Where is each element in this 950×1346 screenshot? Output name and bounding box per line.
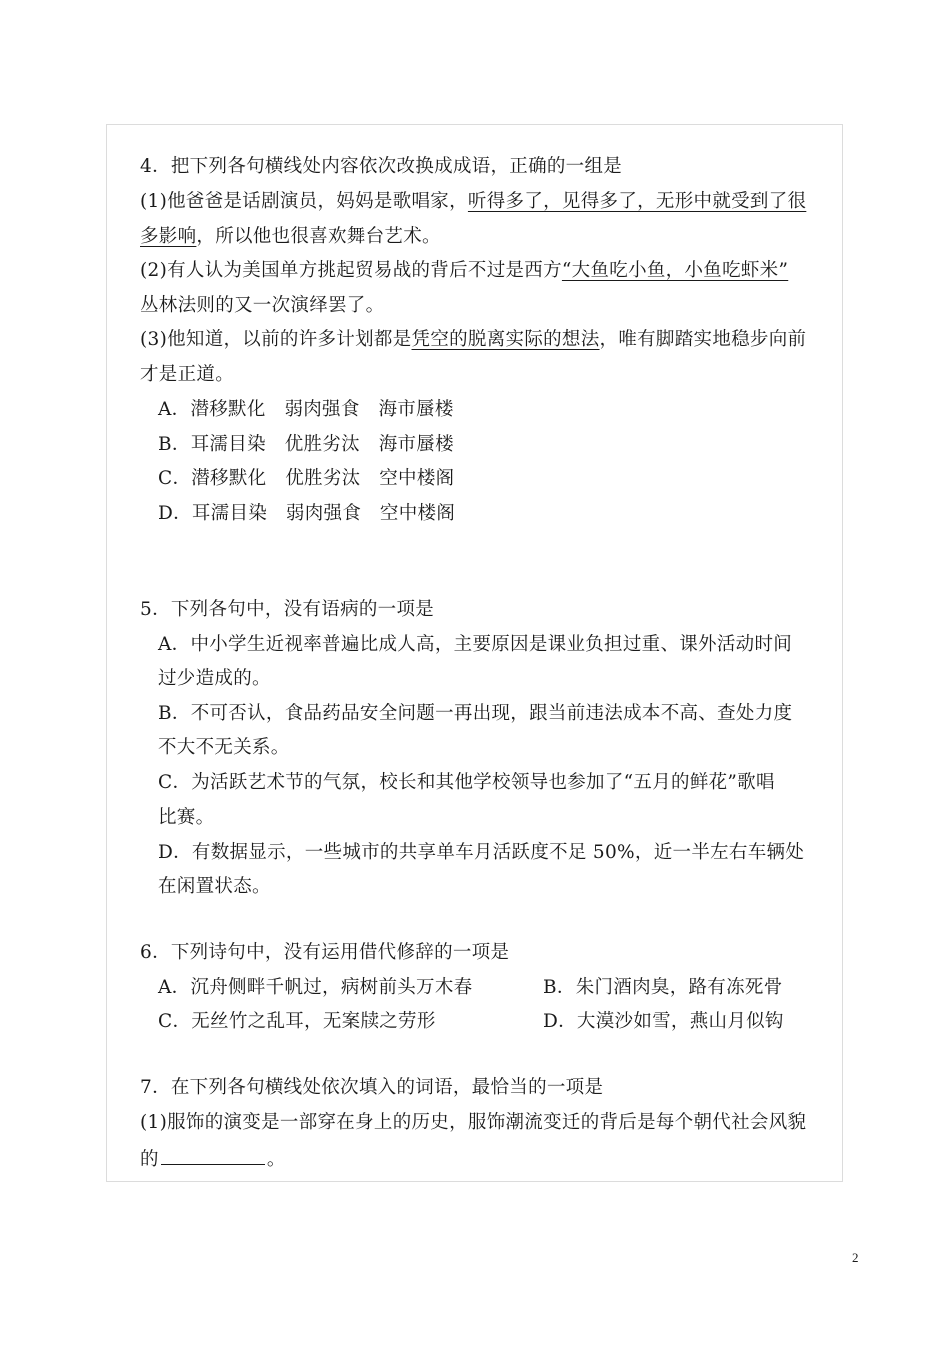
q5-option-d-cont: 在闲置状态。 xyxy=(158,876,271,897)
q4-option-c: C．潜移默化 优胜劣汰 空中楼阁 xyxy=(158,468,455,489)
q4-sentence-1-cont: 多影响，所以他也很喜欢舞台艺术。 xyxy=(140,226,441,247)
q7-sentence-1: (1)服饰的演变是一部穿在身上的历史，服饰潮流变迁的背后是每个朝代社会风貌 xyxy=(140,1112,807,1133)
q4-option-b: B．耳濡目染 优胜劣汰 海市蜃楼 xyxy=(158,434,454,455)
q4-sentence-3-cont: 才是正道。 xyxy=(140,364,235,385)
q5-option-c: C．为活跃艺术节的气氛，校长和其他学校领导也参加了“五月的鲜花”歌唱 xyxy=(158,772,775,793)
q5-option-c-cont: 比赛。 xyxy=(158,807,215,828)
q5-option-b: B．不可否认，食品药品安全问题一再出现，跟当前违法成本不高、查处力度 xyxy=(158,703,793,724)
answer-blank[interactable] xyxy=(161,1146,265,1165)
q6-option-c: C．无丝竹之乱耳，无案牍之劳形 xyxy=(158,1011,436,1032)
q6-option-b: B．朱门酒肉臭，路有冻死骨 xyxy=(543,977,783,998)
page-number: 2 xyxy=(852,1250,859,1265)
q5-option-a-cont: 过少造成的。 xyxy=(158,668,271,689)
q4-option-a: A．潜移默化 弱肉强食 海市蜃楼 xyxy=(158,399,454,420)
q5-option-d: D．有数据显示，一些城市的共享单车月活跃度不足 50%，近一半左右车辆处 xyxy=(158,842,805,863)
q4-option-d: D．耳濡目染 弱肉强食 空中楼阁 xyxy=(158,503,456,524)
q5-option-a: A．中小学生近视率普遍比成人高，主要原因是课业负担过重、课外活动时间 xyxy=(158,634,793,655)
q5-option-b-cont: 不大不无关系。 xyxy=(158,737,290,758)
q4-stem: 4．把下列各句横线处内容依次改换成成语，正确的一组是 xyxy=(140,156,623,177)
q6-stem: 6．下列诗句中，没有运用借代修辞的一项是 xyxy=(140,942,510,963)
q5-stem: 5．下列各句中，没有语病的一项是 xyxy=(140,599,435,620)
q6-option-d: D．大漠沙如雪，燕山月似钩 xyxy=(543,1011,784,1032)
q6-option-a: A．沉舟侧畔千帆过，病树前头万木春 xyxy=(158,977,473,998)
q4-sentence-2-cont: 丛林法则的又一次演绎罢了。 xyxy=(140,295,385,316)
q7-stem: 7．在下列各句横线处依次填入的词语，最恰当的一项是 xyxy=(140,1077,604,1098)
q4-sentence-1: (1)他爸爸是话剧演员，妈妈是歌唱家，听得多了，见得多了，无形中就受到了很 xyxy=(140,191,807,212)
q4-sentence-2: (2)有人认为美国单方挑起贸易战的背后不过是西方“大鱼吃小鱼，小鱼吃虾米” xyxy=(140,260,789,281)
q7-sentence-1-cont: 的 。 xyxy=(140,1146,286,1172)
q4-sentence-3: (3)他知道，以前的许多计划都是凭空的脱离实际的想法，唯有脚踏实地稳步向前 xyxy=(140,329,807,350)
